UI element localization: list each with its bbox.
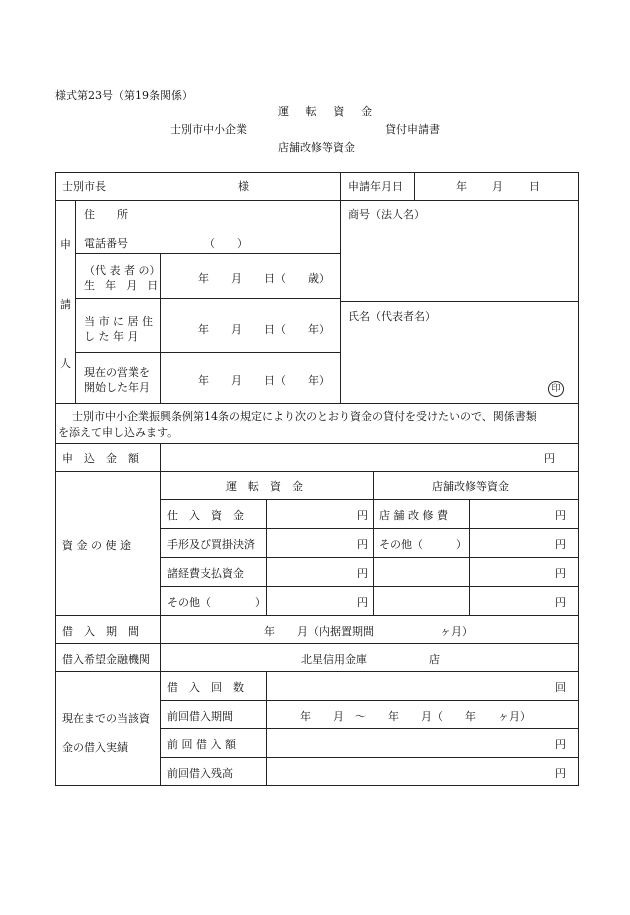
operating-item-2-unit[interactable]: 円 — [357, 538, 368, 551]
residence-label-2: し た 年 月 — [84, 330, 139, 343]
table-rule — [160, 728, 579, 729]
table-rule — [340, 172, 341, 200]
phone-field[interactable]: （ ） — [204, 237, 248, 250]
loan-period-field[interactable]: 年 月（内据置期間 ヶ月） — [264, 625, 473, 638]
history-count-unit[interactable]: 回 — [555, 681, 566, 694]
bank-branch[interactable]: 店 — [429, 653, 440, 666]
table-rule — [55, 671, 579, 672]
table-rule — [340, 301, 579, 302]
operating-item-3-unit[interactable]: 円 — [357, 567, 368, 580]
history-row-count-label: 借 入 回 数 — [167, 681, 244, 694]
applicant-side-2: 請 — [60, 298, 71, 311]
table-rule — [75, 352, 341, 353]
form-number: 様式第23号（第19条関係） — [55, 89, 193, 102]
residence-label-1: 当 市 に 居 住 — [84, 315, 153, 328]
application-date-label: 申請年月日 — [348, 180, 403, 193]
renovation-item-2-unit[interactable]: 円 — [555, 538, 566, 551]
renovation-item-1: 店 舗 改 修 費 — [379, 509, 448, 522]
business-start-date-field[interactable]: 年 月 日（ 年） — [198, 374, 330, 387]
table-rule — [55, 172, 579, 173]
representative-name-label: 氏名（代表者名） — [348, 310, 436, 323]
bank-label: 借入希望金融機関 — [62, 653, 150, 666]
history-label-1: 現在までの当該資 — [62, 712, 150, 725]
operating-item-4-unit[interactable]: 円 — [357, 596, 368, 609]
table-rule — [160, 528, 579, 529]
addressee: 士別市長 — [62, 180, 106, 193]
statement-line-1: 士別市中小企業振興条例第14条の規定により次のとおり資金の貸付を受けたいので、関係書類 — [72, 410, 537, 423]
seal-icon: 印 — [548, 381, 564, 397]
fund-type-operating: 運 転 資 金 — [278, 105, 379, 118]
table-rule — [55, 643, 579, 644]
history-balance-unit[interactable]: 円 — [555, 767, 566, 780]
table-rule — [55, 443, 579, 444]
business-start-label-2: 開始した年月 — [84, 381, 150, 394]
applicant-side-1: 申 — [60, 238, 71, 251]
fund-type-renovation: 店舗改修等資金 — [278, 141, 355, 154]
table-rule — [55, 785, 579, 786]
renovation-item-1-unit[interactable]: 円 — [555, 509, 566, 522]
table-rule — [55, 172, 56, 786]
table-rule — [414, 172, 415, 200]
history-period-field[interactable]: 年 月 〜 年 月（ 年 ヶ月） — [300, 710, 531, 723]
operating-item-4: その他（ ） — [167, 596, 266, 609]
honorific: 様 — [238, 180, 249, 193]
phone-label: 電話番号 — [84, 237, 128, 250]
table-rule — [160, 557, 579, 558]
renovation-item-4-unit[interactable]: 円 — [555, 596, 566, 609]
table-rule — [160, 443, 161, 643]
renovation-item-3-unit[interactable]: 円 — [555, 567, 566, 580]
table-rule — [160, 586, 579, 587]
table-rule — [55, 615, 579, 616]
business-start-label-1: 現在の営業を — [84, 366, 150, 379]
amount-unit[interactable]: 円 — [544, 452, 555, 465]
table-rule — [160, 700, 579, 701]
history-row-balance-label: 前回借入残高 — [167, 767, 233, 780]
table-rule — [160, 643, 161, 786]
bank-name: 北星信用金庫 — [301, 653, 367, 666]
statement-line-2: を添えて申し込みます。 — [58, 426, 179, 439]
history-row-period-label: 前回借入期間 — [167, 710, 233, 723]
operating-item-1-unit[interactable]: 円 — [357, 509, 368, 522]
history-amount-unit[interactable]: 円 — [555, 738, 566, 751]
table-rule — [55, 403, 579, 404]
amount-label: 申 込 金 額 — [62, 452, 139, 465]
form-subject-left: 士別市中小企業 — [170, 123, 247, 136]
operating-item-3: 諸経費支払資金 — [167, 567, 244, 580]
history-label-2: 金の借入実績 — [62, 741, 128, 754]
applicant-side-3: 人 — [60, 357, 71, 370]
birth-date-field[interactable]: 年 月 日（ 歳） — [198, 272, 330, 285]
table-rule — [160, 499, 579, 500]
table-rule — [75, 298, 341, 299]
table-rule — [160, 757, 579, 758]
table-rule — [55, 200, 579, 201]
birth-label-1: （代 表 者 の） — [84, 264, 161, 277]
form-subject-right: 貸付申請書 — [385, 123, 440, 136]
table-rule — [75, 253, 341, 254]
table-rule — [578, 172, 579, 786]
operating-item-2: 手形及び買掛決済 — [167, 538, 255, 551]
trade-name-label: 商号（法人名） — [348, 208, 425, 221]
table-rule — [75, 200, 76, 403]
operating-item-1: 仕 入 資 金 — [167, 509, 244, 522]
birth-label-2: 生 年 月 日 — [84, 279, 162, 292]
history-row-amount-label: 前 回 借 入 額 — [167, 738, 236, 751]
table-rule — [55, 471, 579, 472]
residence-date-field[interactable]: 年 月 日（ 年） — [198, 323, 330, 336]
usage-label: 資 金 の 使 途 — [62, 539, 131, 552]
loan-period-label: 借 入 期 間 — [62, 625, 139, 638]
address-label: 住 所 — [84, 208, 128, 221]
renovation-fund-header: 店舗改修等資金 — [432, 480, 509, 493]
operating-fund-header: 運 転 資 金 — [226, 480, 303, 493]
application-date-day[interactable]: 日 — [529, 180, 540, 193]
table-rule — [373, 471, 374, 615]
renovation-item-2: その他（ ） — [379, 538, 467, 551]
application-date-year[interactable]: 年 — [456, 180, 467, 193]
application-date-month[interactable]: 月 — [492, 180, 503, 193]
